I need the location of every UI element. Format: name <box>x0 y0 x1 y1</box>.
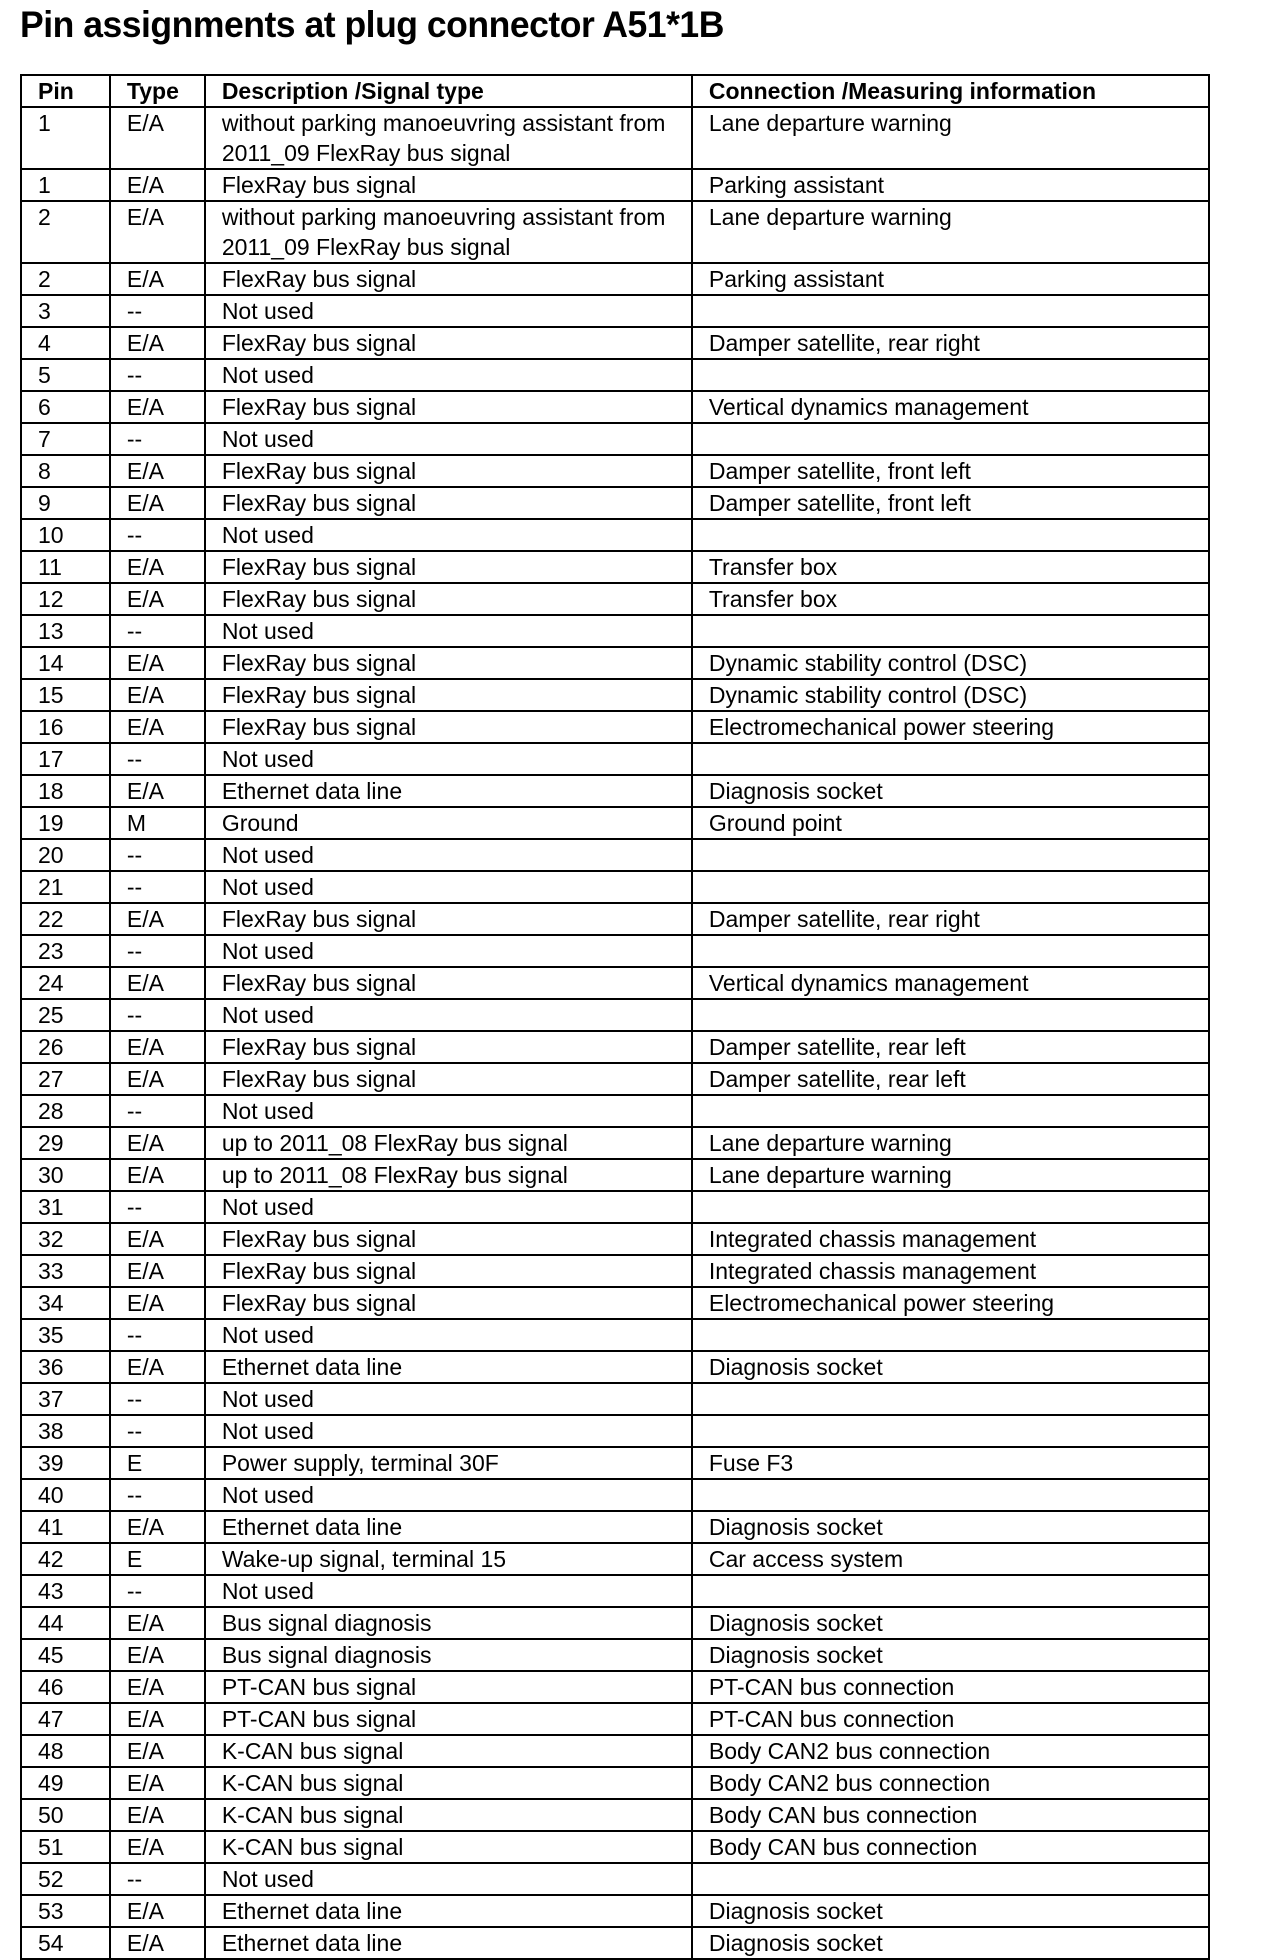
description-cell: K-CAN bus signal <box>205 1767 692 1799</box>
pin-cell: 4 <box>21 327 110 359</box>
table-row <box>21 519 1209 551</box>
description-cell: FlexRay bus signal <box>205 967 692 999</box>
table-row <box>21 1671 1209 1703</box>
table-row <box>21 1799 1209 1831</box>
header-connection: Connection /Measuring information <box>692 75 1209 107</box>
pin-cell: 43 <box>21 1575 110 1607</box>
table-row <box>21 839 1209 871</box>
connection-cell: Damper satellite, rear left <box>692 1031 1209 1063</box>
pin-cell: 36 <box>21 1351 110 1383</box>
type-cell: E/A <box>110 1735 205 1767</box>
description-cell: Not used <box>205 615 692 647</box>
table-row <box>21 551 1209 583</box>
pin-cell: 31 <box>21 1191 110 1223</box>
description-cell: FlexRay bus signal <box>205 1255 692 1287</box>
connection-cell <box>692 359 1209 391</box>
description-cell: K-CAN bus signal <box>205 1735 692 1767</box>
connection-cell: Diagnosis socket <box>692 1607 1209 1639</box>
pin-assignment-table <box>20 74 1210 1960</box>
connection-cell: PT-CAN bus connection <box>692 1703 1209 1735</box>
connection-cell: Electromechanical power steering <box>692 1287 1209 1319</box>
table-header-row <box>21 75 1209 107</box>
table-row <box>21 1031 1209 1063</box>
type-cell: M <box>110 807 205 839</box>
description-cell: FlexRay bus signal <box>205 551 692 583</box>
connection-cell: Vertical dynamics management <box>692 391 1209 423</box>
table-row <box>21 1575 1209 1607</box>
description-cell: K-CAN bus signal <box>205 1799 692 1831</box>
description-cell: Not used <box>205 743 692 775</box>
description-cell: FlexRay bus signal <box>205 679 692 711</box>
type-cell: -- <box>110 839 205 871</box>
pin-cell: 54 <box>21 1927 110 1959</box>
type-cell: -- <box>110 1095 205 1127</box>
pin-cell: 5 <box>21 359 110 391</box>
type-cell: -- <box>110 295 205 327</box>
connection-cell: Body CAN bus connection <box>692 1831 1209 1863</box>
connection-cell <box>692 519 1209 551</box>
type-cell: E <box>110 1543 205 1575</box>
type-cell: -- <box>110 519 205 551</box>
description-cell: Bus signal diagnosis <box>205 1607 692 1639</box>
table-row <box>21 1287 1209 1319</box>
description-cell: FlexRay bus signal <box>205 1031 692 1063</box>
connection-cell: Dynamic stability control (DSC) <box>692 679 1209 711</box>
connection-cell: Diagnosis socket <box>692 1895 1209 1927</box>
table-row <box>21 871 1209 903</box>
connection-cell: Lane departure warning <box>692 201 1209 263</box>
connection-cell: Fuse F3 <box>692 1447 1209 1479</box>
pin-cell: 30 <box>21 1159 110 1191</box>
type-cell: -- <box>110 359 205 391</box>
table-row <box>21 1095 1209 1127</box>
description-cell: FlexRay bus signal <box>205 169 692 201</box>
type-cell: -- <box>110 615 205 647</box>
connection-cell: Car access system <box>692 1543 1209 1575</box>
pin-cell: 45 <box>21 1639 110 1671</box>
header-pin: Pin <box>21 75 110 107</box>
description-cell: Not used <box>205 423 692 455</box>
description-cell: Ethernet data line <box>205 1351 692 1383</box>
pin-cell: 25 <box>21 999 110 1031</box>
type-cell: E/A <box>110 263 205 295</box>
pin-cell: 48 <box>21 1735 110 1767</box>
description-cell: Not used <box>205 999 692 1031</box>
table-row <box>21 1383 1209 1415</box>
connection-cell: Lane departure warning <box>692 1159 1209 1191</box>
connection-cell: Integrated chassis management <box>692 1255 1209 1287</box>
pin-cell: 2 <box>21 263 110 295</box>
description-cell: Ethernet data line <box>205 775 692 807</box>
description-cell: Not used <box>205 1319 692 1351</box>
table-row <box>21 615 1209 647</box>
description-cell: Wake-up signal, terminal 15 <box>205 1543 692 1575</box>
type-cell: E/A <box>110 1223 205 1255</box>
connection-cell: Parking assistant <box>692 169 1209 201</box>
connection-cell <box>692 871 1209 903</box>
table-row <box>21 903 1209 935</box>
description-cell: PT-CAN bus signal <box>205 1671 692 1703</box>
table-row <box>21 359 1209 391</box>
table-row <box>21 1063 1209 1095</box>
pin-cell: 21 <box>21 871 110 903</box>
type-cell: E/A <box>110 1895 205 1927</box>
description-cell: Not used <box>205 1191 692 1223</box>
description-cell: without parking manoeuvring assistant from 2011_09 FlexRay bus signal <box>205 201 692 263</box>
connection-cell <box>692 1479 1209 1511</box>
connection-cell <box>692 423 1209 455</box>
table-row <box>21 1223 1209 1255</box>
pin-cell: 2 <box>21 201 110 263</box>
pin-cell: 26 <box>21 1031 110 1063</box>
table-row <box>21 487 1209 519</box>
table-row <box>21 1127 1209 1159</box>
table-row <box>21 1543 1209 1575</box>
pin-cell: 14 <box>21 647 110 679</box>
pin-cell: 19 <box>21 807 110 839</box>
pin-cell: 6 <box>21 391 110 423</box>
connection-cell: Lane departure warning <box>692 107 1209 169</box>
description-cell: FlexRay bus signal <box>205 487 692 519</box>
type-cell: E/A <box>110 679 205 711</box>
type-cell: -- <box>110 1191 205 1223</box>
pin-cell: 18 <box>21 775 110 807</box>
table-row <box>21 935 1209 967</box>
connection-cell <box>692 1319 1209 1351</box>
pin-cell: 7 <box>21 423 110 455</box>
pin-cell: 40 <box>21 1479 110 1511</box>
table-row <box>21 1767 1209 1799</box>
type-cell: E/A <box>110 327 205 359</box>
table-row <box>21 1479 1209 1511</box>
table-row <box>21 1607 1209 1639</box>
connection-cell <box>692 839 1209 871</box>
connection-cell <box>692 743 1209 775</box>
connection-cell: Damper satellite, rear right <box>692 903 1209 935</box>
type-cell: E/A <box>110 1607 205 1639</box>
connection-cell: Diagnosis socket <box>692 1511 1209 1543</box>
table-row <box>21 775 1209 807</box>
type-cell: E/A <box>110 1671 205 1703</box>
description-cell: PT-CAN bus signal <box>205 1703 692 1735</box>
table-row <box>21 391 1209 423</box>
type-cell: E/A <box>110 1799 205 1831</box>
description-cell: FlexRay bus signal <box>205 391 692 423</box>
connection-cell: Damper satellite, front left <box>692 455 1209 487</box>
table-row <box>21 169 1209 201</box>
pin-cell: 34 <box>21 1287 110 1319</box>
description-cell: Not used <box>205 871 692 903</box>
table-row <box>21 1191 1209 1223</box>
type-cell: -- <box>110 1383 205 1415</box>
table-row <box>21 327 1209 359</box>
table-row <box>21 807 1209 839</box>
connection-cell: Damper satellite, front left <box>692 487 1209 519</box>
table-row <box>21 679 1209 711</box>
pin-cell: 44 <box>21 1607 110 1639</box>
header-type: Type <box>110 75 205 107</box>
description-cell: Not used <box>205 1479 692 1511</box>
table-row <box>21 455 1209 487</box>
type-cell: E/A <box>110 967 205 999</box>
connection-cell: PT-CAN bus connection <box>692 1671 1209 1703</box>
pin-cell: 20 <box>21 839 110 871</box>
pin-cell: 27 <box>21 1063 110 1095</box>
pin-cell: 38 <box>21 1415 110 1447</box>
pin-cell: 46 <box>21 1671 110 1703</box>
pin-cell: 29 <box>21 1127 110 1159</box>
pin-cell: 11 <box>21 551 110 583</box>
type-cell: -- <box>110 1479 205 1511</box>
connection-cell: Dynamic stability control (DSC) <box>692 647 1209 679</box>
connection-cell: Electromechanical power steering <box>692 711 1209 743</box>
table-row <box>21 201 1209 263</box>
description-cell: without parking manoeuvring assistant from 2011_09 FlexRay bus signal <box>205 107 692 169</box>
table-row <box>21 999 1209 1031</box>
pin-cell: 52 <box>21 1863 110 1895</box>
table-row <box>21 1831 1209 1863</box>
connection-cell: Lane departure warning <box>692 1127 1209 1159</box>
connection-cell: Diagnosis socket <box>692 1639 1209 1671</box>
connection-cell <box>692 1191 1209 1223</box>
type-cell: E <box>110 1447 205 1479</box>
pin-cell: 12 <box>21 583 110 615</box>
table-row <box>21 295 1209 327</box>
connection-cell <box>692 295 1209 327</box>
description-cell: FlexRay bus signal <box>205 1223 692 1255</box>
table-row <box>21 263 1209 295</box>
type-cell: E/A <box>110 551 205 583</box>
connection-cell: Integrated chassis management <box>692 1223 1209 1255</box>
table-row <box>21 1351 1209 1383</box>
type-cell: -- <box>110 935 205 967</box>
connection-cell: Transfer box <box>692 583 1209 615</box>
type-cell: E/A <box>110 1351 205 1383</box>
pin-cell: 10 <box>21 519 110 551</box>
connection-cell: Body CAN2 bus connection <box>692 1735 1209 1767</box>
table-row <box>21 107 1209 169</box>
table-row <box>21 1255 1209 1287</box>
type-cell: E/A <box>110 1063 205 1095</box>
pin-cell: 23 <box>21 935 110 967</box>
connection-cell: Diagnosis socket <box>692 1351 1209 1383</box>
pin-cell: 47 <box>21 1703 110 1735</box>
description-cell: Not used <box>205 1415 692 1447</box>
type-cell: E/A <box>110 711 205 743</box>
table-row <box>21 1319 1209 1351</box>
type-cell: -- <box>110 1575 205 1607</box>
table-row <box>21 423 1209 455</box>
description-cell: Not used <box>205 1863 692 1895</box>
pin-cell: 9 <box>21 487 110 519</box>
description-cell: FlexRay bus signal <box>205 583 692 615</box>
connection-cell <box>692 1095 1209 1127</box>
pin-cell: 42 <box>21 1543 110 1575</box>
type-cell: E/A <box>110 1927 205 1959</box>
pin-cell: 17 <box>21 743 110 775</box>
pin-cell: 39 <box>21 1447 110 1479</box>
table-row <box>21 1735 1209 1767</box>
description-cell: Not used <box>205 1095 692 1127</box>
type-cell: E/A <box>110 201 205 263</box>
type-cell: E/A <box>110 647 205 679</box>
table-row <box>21 967 1209 999</box>
type-cell: E/A <box>110 1127 205 1159</box>
type-cell: E/A <box>110 1831 205 1863</box>
connection-cell <box>692 615 1209 647</box>
table-row <box>21 1863 1209 1895</box>
connection-cell: Parking assistant <box>692 263 1209 295</box>
type-cell: -- <box>110 1863 205 1895</box>
pin-cell: 35 <box>21 1319 110 1351</box>
description-cell: Not used <box>205 519 692 551</box>
table-row <box>21 583 1209 615</box>
description-cell: K-CAN bus signal <box>205 1831 692 1863</box>
pin-cell: 22 <box>21 903 110 935</box>
description-cell: FlexRay bus signal <box>205 1063 692 1095</box>
table-row <box>21 1447 1209 1479</box>
pin-cell: 53 <box>21 1895 110 1927</box>
table-row <box>21 647 1209 679</box>
pin-cell: 32 <box>21 1223 110 1255</box>
table-row <box>21 743 1209 775</box>
pin-cell: 8 <box>21 455 110 487</box>
type-cell: E/A <box>110 903 205 935</box>
pin-cell: 49 <box>21 1767 110 1799</box>
pin-cell: 24 <box>21 967 110 999</box>
pin-cell: 51 <box>21 1831 110 1863</box>
pin-cell: 37 <box>21 1383 110 1415</box>
type-cell: -- <box>110 743 205 775</box>
connection-cell <box>692 999 1209 1031</box>
connection-cell: Vertical dynamics management <box>692 967 1209 999</box>
connection-cell <box>692 1863 1209 1895</box>
pin-cell: 16 <box>21 711 110 743</box>
type-cell: -- <box>110 423 205 455</box>
description-cell: Ethernet data line <box>205 1927 692 1959</box>
description-cell: Not used <box>205 935 692 967</box>
connection-cell: Ground point <box>692 807 1209 839</box>
type-cell: E/A <box>110 487 205 519</box>
table-row <box>21 1895 1209 1927</box>
description-cell: Not used <box>205 839 692 871</box>
table-row <box>21 711 1209 743</box>
type-cell: E/A <box>110 169 205 201</box>
connection-cell: Transfer box <box>692 551 1209 583</box>
type-cell: E/A <box>110 391 205 423</box>
pin-cell: 13 <box>21 615 110 647</box>
type-cell: -- <box>110 1415 205 1447</box>
pin-cell: 41 <box>21 1511 110 1543</box>
description-cell: FlexRay bus signal <box>205 263 692 295</box>
description-cell: Ground <box>205 807 692 839</box>
type-cell: E/A <box>110 455 205 487</box>
type-cell: E/A <box>110 775 205 807</box>
connection-cell: Diagnosis socket <box>692 775 1209 807</box>
connection-cell: Body CAN bus connection <box>692 1799 1209 1831</box>
pin-cell: 15 <box>21 679 110 711</box>
connection-cell: Damper satellite, rear right <box>692 327 1209 359</box>
description-cell: FlexRay bus signal <box>205 327 692 359</box>
description-cell: FlexRay bus signal <box>205 1287 692 1319</box>
type-cell: E/A <box>110 1255 205 1287</box>
table-row <box>21 1415 1209 1447</box>
description-cell: Ethernet data line <box>205 1895 692 1927</box>
table-row <box>21 1639 1209 1671</box>
description-cell: Not used <box>205 295 692 327</box>
description-cell: FlexRay bus signal <box>205 903 692 935</box>
connection-cell <box>692 1415 1209 1447</box>
description-cell: Not used <box>205 1383 692 1415</box>
type-cell: E/A <box>110 1639 205 1671</box>
type-cell: E/A <box>110 1031 205 1063</box>
type-cell: E/A <box>110 1287 205 1319</box>
header-description: Description /Signal type <box>205 75 692 107</box>
description-cell: FlexRay bus signal <box>205 711 692 743</box>
table-row <box>21 1159 1209 1191</box>
connection-cell: Damper satellite, rear left <box>692 1063 1209 1095</box>
pin-cell: 1 <box>21 107 110 169</box>
table-row <box>21 1703 1209 1735</box>
description-cell: Not used <box>205 359 692 391</box>
connection-cell <box>692 935 1209 967</box>
type-cell: E/A <box>110 1511 205 1543</box>
table-row <box>21 1927 1209 1959</box>
type-cell: E/A <box>110 1159 205 1191</box>
pin-cell: 28 <box>21 1095 110 1127</box>
pin-cell: 50 <box>21 1799 110 1831</box>
pin-cell: 33 <box>21 1255 110 1287</box>
description-cell: Ethernet data line <box>205 1511 692 1543</box>
connection-cell <box>692 1383 1209 1415</box>
connection-cell: Diagnosis socket <box>692 1927 1209 1959</box>
type-cell: E/A <box>110 1767 205 1799</box>
description-cell: FlexRay bus signal <box>205 647 692 679</box>
description-cell: up to 2011_08 FlexRay bus signal <box>205 1159 692 1191</box>
description-cell: up to 2011_08 FlexRay bus signal <box>205 1127 692 1159</box>
type-cell: -- <box>110 999 205 1031</box>
type-cell: -- <box>110 1319 205 1351</box>
description-cell: Bus signal diagnosis <box>205 1639 692 1671</box>
pin-cell: 3 <box>21 295 110 327</box>
description-cell: FlexRay bus signal <box>205 455 692 487</box>
connection-cell: Body CAN2 bus connection <box>692 1767 1209 1799</box>
type-cell: E/A <box>110 1703 205 1735</box>
type-cell: E/A <box>110 583 205 615</box>
description-cell: Power supply, terminal 30F <box>205 1447 692 1479</box>
pin-cell: 1 <box>21 169 110 201</box>
page-title: Pin assignments at plug connector A51*1B <box>20 4 724 45</box>
table-row <box>21 1511 1209 1543</box>
connection-cell <box>692 1575 1209 1607</box>
description-cell: Not used <box>205 1575 692 1607</box>
type-cell: -- <box>110 871 205 903</box>
type-cell: E/A <box>110 107 205 169</box>
